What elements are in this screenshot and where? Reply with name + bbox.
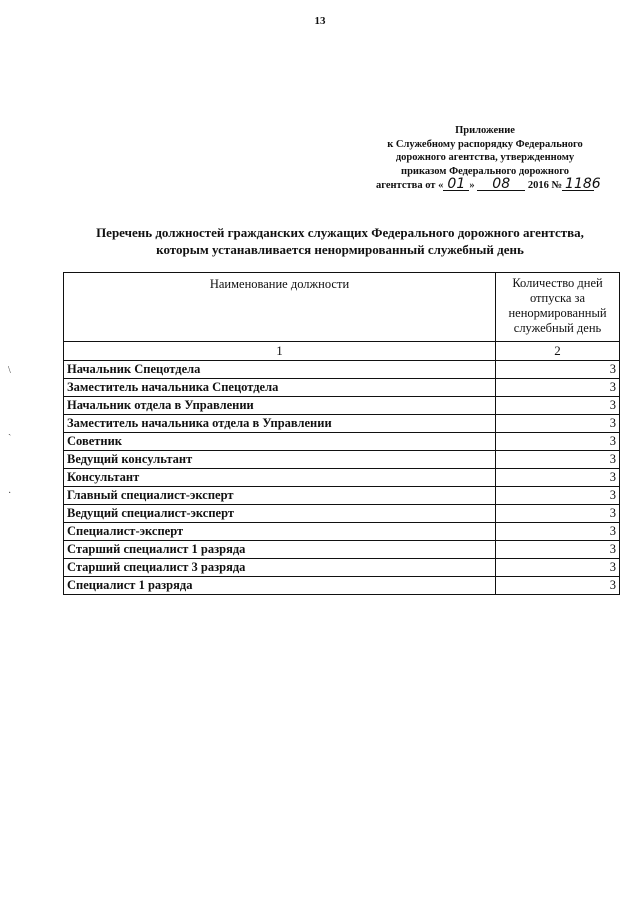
table-row	[64, 487, 620, 505]
position-name: Начальник отдела в Управлении	[64, 397, 496, 415]
position-name: Специалист 1 разряда	[64, 577, 496, 595]
position-name: Заместитель начальника отдела в Управлении	[64, 415, 496, 433]
vacation-days: 3	[496, 559, 620, 577]
column-number-row	[64, 342, 620, 361]
document-title	[60, 224, 620, 258]
vacation-days: 3	[496, 415, 620, 433]
header-position-name: Наименование должности	[64, 273, 496, 342]
table-row	[64, 397, 620, 415]
table-row	[64, 523, 620, 541]
position-name: Старший специалист 1 разряда	[64, 541, 496, 559]
table-row	[64, 451, 620, 469]
handwritten-month: 08	[477, 178, 525, 191]
scan-mark: \	[8, 365, 11, 376]
vacation-days: 3	[496, 361, 620, 379]
table-row	[64, 379, 620, 397]
appendix-line-2: к Служебному распорядку Федерального	[387, 138, 583, 150]
position-name: Ведущий консультант	[64, 451, 496, 469]
appendix-date-prefix: агентства от «	[375, 180, 444, 191]
vacation-days: 3	[496, 451, 620, 469]
table-row	[64, 361, 620, 379]
vacation-days: 3	[496, 379, 620, 397]
appendix-line-4: приказом Федерального дорожного	[401, 165, 569, 177]
title-line-2: которым устанавливается ненормированный служебный день	[156, 242, 524, 257]
title-line-1: Перечень должностей гражданских служащих Федерального дорожного агентства,	[96, 225, 584, 240]
column-number-2: 2	[496, 342, 620, 361]
vacation-days: 3	[496, 487, 620, 505]
vacation-days: 3	[496, 433, 620, 451]
table-row	[64, 415, 620, 433]
appendix-block	[360, 124, 610, 193]
table-row	[64, 505, 620, 523]
appendix-title: Приложение	[455, 125, 515, 136]
vacation-days: 3	[496, 469, 620, 487]
position-name: Советник	[64, 433, 496, 451]
scan-mark: ˎ	[8, 425, 12, 436]
positions-table	[63, 272, 620, 595]
appendix-date-line	[360, 178, 610, 193]
table-row	[64, 469, 620, 487]
table-row	[64, 577, 620, 595]
handwritten-order-number: 1186	[562, 178, 594, 191]
position-name: Начальник Спецотдела	[64, 361, 496, 379]
appendix-date-quote: »	[469, 180, 475, 191]
position-name: Консультант	[64, 469, 496, 487]
vacation-days: 3	[496, 577, 620, 595]
position-name: Главный специалист-эксперт	[64, 487, 496, 505]
table-body	[64, 361, 620, 595]
handwritten-day: 01	[443, 178, 469, 191]
position-name: Ведущий специалист-эксперт	[64, 505, 496, 523]
position-name: Старший специалист 3 разряда	[64, 559, 496, 577]
table-row	[64, 541, 620, 559]
column-number-1: 1	[64, 342, 496, 361]
position-name: Специалист-эксперт	[64, 523, 496, 541]
vacation-days: 3	[496, 505, 620, 523]
vacation-days: 3	[496, 397, 620, 415]
table-header-row	[64, 273, 620, 342]
appendix-line-3: дорожного агентства, утвержденному	[395, 152, 575, 163]
table-row	[64, 559, 620, 577]
table-row	[64, 433, 620, 451]
position-name: Заместитель начальника Спецотдела	[64, 379, 496, 397]
appendix-year: 2016 №	[527, 180, 563, 191]
vacation-days: 3	[496, 523, 620, 541]
scan-mark: ·	[8, 488, 12, 499]
vacation-days: 3	[496, 541, 620, 559]
page-number: 13	[314, 15, 326, 27]
header-vacation-days: Количество дней отпуска за ненормированный служебный день	[496, 273, 620, 342]
